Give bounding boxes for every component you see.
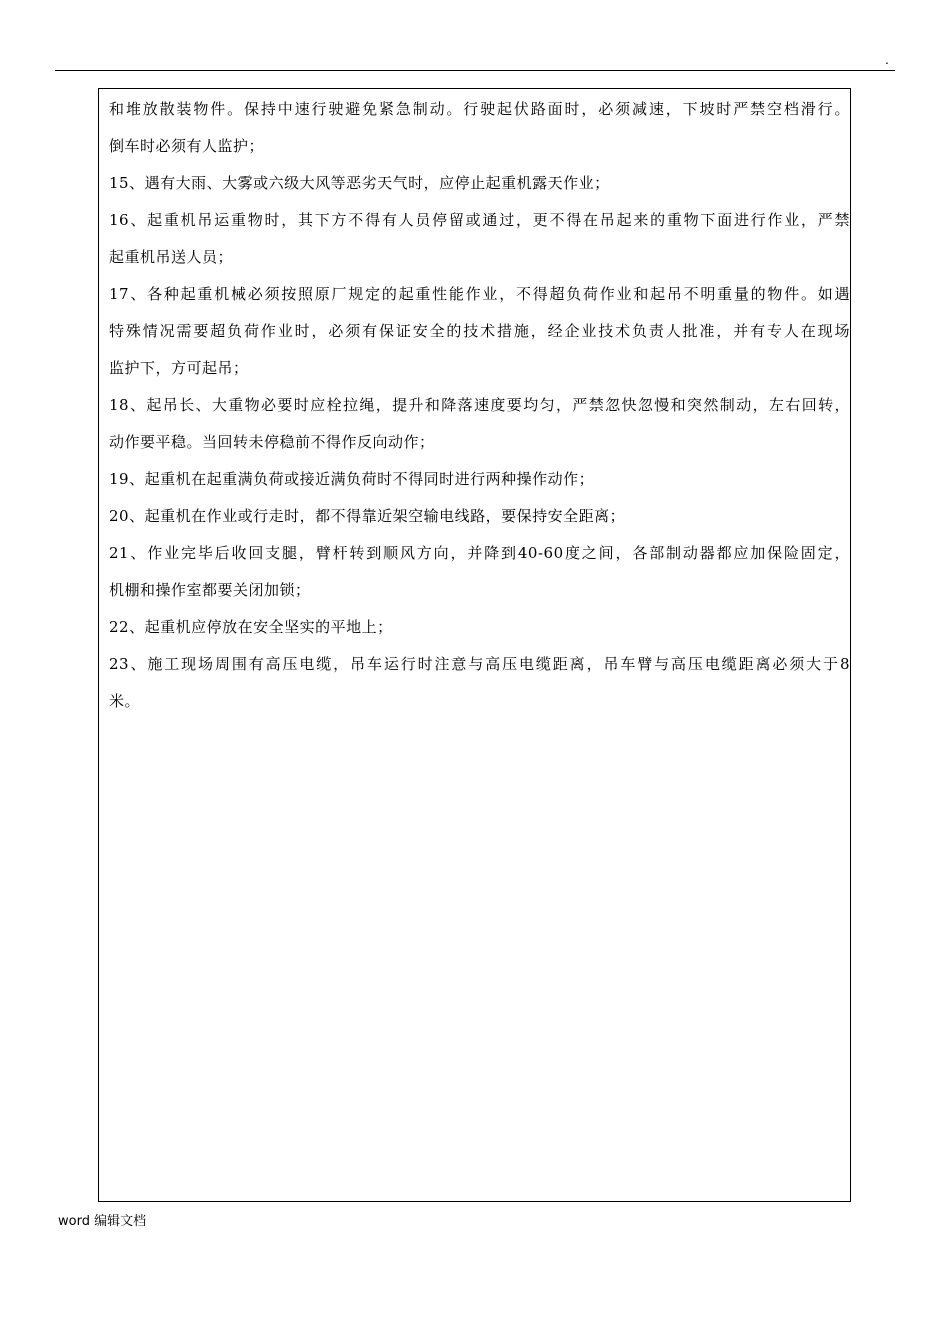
header-rule: [55, 70, 895, 71]
text-line: 和堆放散装物件。保持中速行驶避免紧急制动。行驶起伏路面时，必须减速，下坡时严禁空档滑行。: [109, 100, 850, 118]
text-line: 倒车时必须有人监护；: [109, 137, 265, 155]
text-line: 21、作业完毕后收回支腿，臂杆转到顺风方向，并降到40-60度之间，各部制动器都应加保险固定，: [109, 544, 850, 562]
text-line: 15、遇有大雨、大雾或六级大风等恶劣天气时，应停止起重机露天作业；: [109, 174, 610, 192]
text-line: 监护下，方可起吊；: [109, 359, 249, 377]
text-line: 19、起重机在起重满负荷或接近满负荷时不得同时进行两种操作动作；: [109, 470, 595, 488]
text-line: 23、施工现场周围有高压电缆，吊车运行时注意与高压电缆距离，吊车臂与高压电缆距离必须大于8: [109, 655, 850, 673]
content-table-cell: [98, 88, 851, 1202]
text-line: 18、起吊长、大重物必要时应栓拉绳，提升和降落速度要均匀，严禁忽快忽慢和突然制动，左右回转，: [109, 396, 850, 414]
text-line: 17、各种起重机械必须按照原厂规定的起重性能作业，不得超负荷作业和起吊不明重量的物件。如遇: [109, 285, 850, 303]
text-line: 22、起重机应停放在安全坚实的平地上；: [109, 618, 393, 636]
text-line: 特殊情况需要超负荷作业时，必须有保证安全的技术措施，经企业技术负责人批准，并有专人在现场: [109, 322, 850, 340]
body-text: [109, 94, 850, 723]
header-mark: .: [885, 51, 889, 67]
text-line: 机棚和操作室都要关闭加锁；: [109, 581, 311, 599]
footer-label: word 编辑文档: [58, 1214, 147, 1229]
text-line: 动作要平稳。当回转未停稳前不得作反向动作；: [109, 433, 435, 451]
text-line: 20、起重机在作业或行走时，都不得靠近架空输电线路，要保持安全距离；: [109, 507, 626, 525]
text-line: 起重机吊送人员；: [109, 248, 234, 266]
text-line: 16、起重机吊运重物时，其下方不得有人员停留或通过，更不得在吊起来的重物下面进行作业，严禁: [109, 211, 850, 229]
text-line: 米。: [109, 692, 141, 710]
